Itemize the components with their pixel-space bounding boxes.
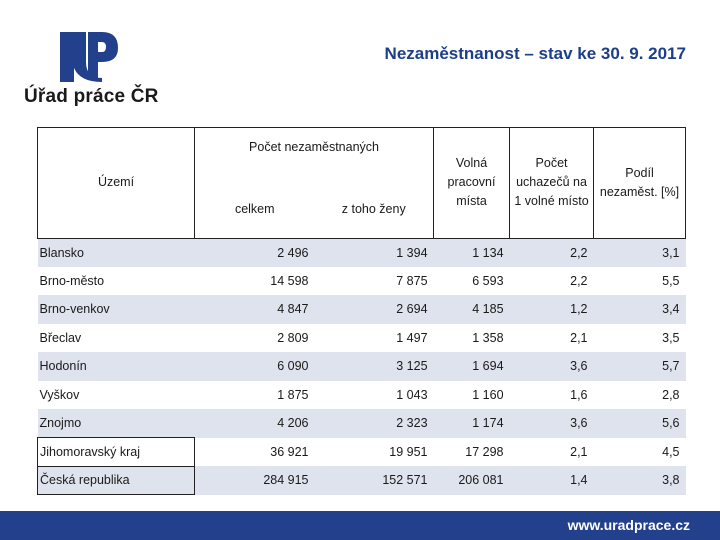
cell-zeny: 3 125 — [396, 359, 428, 374]
cell-zeny: 2 323 — [396, 416, 428, 431]
cell-na-misto: 2,2 — [570, 273, 588, 288]
row-name: Znojmo — [39, 416, 82, 430]
cell-zeny: 1 497 — [396, 330, 428, 345]
table-row — [38, 409, 686, 438]
header-pocet-nezamestnanych: Počet nezaměstnaných — [195, 128, 434, 183]
header-z-toho-zeny: z toho ženy — [315, 182, 434, 238]
row-name: Jihomoravský kraj — [38, 438, 195, 467]
cell-podil: 4,5 — [662, 444, 680, 459]
cell-celkem: 14 598 — [270, 273, 309, 288]
cell-podil: 3,8 — [662, 473, 680, 488]
cell-mista: 1 174 — [472, 416, 504, 431]
table-row — [38, 238, 686, 267]
cell-zeny: 152 571 — [382, 473, 428, 488]
unemployment-table — [37, 127, 686, 495]
header-podil: Podíl nezaměst. [%] — [594, 128, 686, 239]
row-name: Česká republika — [38, 466, 195, 495]
cell-podil: 5,6 — [662, 416, 680, 431]
cell-podil: 5,5 — [662, 273, 680, 288]
cell-mista: 1 160 — [472, 387, 504, 402]
cell-na-misto: 1,2 — [570, 302, 588, 317]
cell-celkem: 36 921 — [270, 444, 309, 459]
table-row — [38, 352, 686, 381]
cell-na-misto: 3,6 — [570, 359, 588, 374]
header-uzemi: Území — [38, 128, 195, 239]
cell-na-misto: 1,6 — [570, 387, 588, 402]
urad-prace-logo-icon — [58, 30, 120, 84]
header-celkem: celkem — [195, 182, 315, 238]
cell-na-misto: 2,2 — [570, 245, 588, 260]
header-volna-mista: Volná pracovní místa — [434, 128, 510, 239]
cell-celkem: 6 090 — [277, 359, 309, 374]
cell-na-misto: 1,4 — [570, 473, 588, 488]
row-name: Břeclav — [39, 330, 82, 345]
cell-mista: 17 298 — [465, 444, 504, 459]
cell-zeny: 19 951 — [389, 444, 428, 459]
table-row — [38, 267, 686, 296]
cell-mista: 1 694 — [472, 359, 504, 374]
row-name: Brno-venkov — [39, 302, 110, 317]
table-row — [38, 295, 686, 324]
cell-podil: 5,7 — [662, 359, 680, 374]
cell-mista: 1 134 — [472, 245, 504, 260]
cell-zeny: 2 694 — [396, 302, 428, 317]
table-row — [38, 324, 686, 353]
cell-zeny: 1 043 — [396, 387, 428, 402]
cell-mista: 206 081 — [458, 473, 504, 488]
cell-podil: 2,8 — [662, 387, 680, 402]
row-name: Vyškov — [39, 387, 80, 402]
page-title: Nezaměstnanost – stav ke 30. 9. 2017 — [384, 44, 686, 63]
logo-text: Úřad práce ČR — [24, 86, 159, 107]
cell-celkem: 4 847 — [277, 302, 309, 317]
row-name: Blansko — [39, 245, 84, 260]
table-row-country — [38, 466, 686, 495]
cell-na-misto: 3,6 — [570, 416, 588, 431]
table-row — [38, 381, 686, 410]
row-name: Brno-město — [39, 273, 105, 288]
cell-celkem: 1 875 — [277, 387, 309, 402]
cell-podil: 3,1 — [662, 245, 680, 260]
cell-celkem: 284 915 — [263, 473, 309, 488]
cell-podil: 3,4 — [662, 302, 680, 317]
cell-na-misto: 2,1 — [570, 444, 588, 459]
cell-celkem: 2 496 — [277, 245, 309, 260]
header-pocet-uchazecu: Počet uchazečů na 1 volné místo — [510, 128, 594, 239]
table-row-region — [38, 438, 686, 467]
cell-mista: 6 593 — [472, 273, 504, 288]
cell-zeny: 7 875 — [396, 273, 428, 288]
footer-url[interactable]: www.uradprace.cz — [567, 517, 690, 533]
row-name: Hodonín — [39, 359, 87, 374]
cell-na-misto: 2,1 — [570, 330, 588, 345]
cell-celkem: 2 809 — [277, 330, 309, 345]
cell-podil: 3,5 — [662, 330, 680, 345]
cell-celkem: 4 206 — [277, 416, 309, 431]
footer-bar — [0, 511, 720, 540]
cell-mista: 1 358 — [472, 330, 504, 345]
cell-mista: 4 185 — [472, 302, 504, 317]
cell-zeny: 1 394 — [396, 245, 428, 260]
